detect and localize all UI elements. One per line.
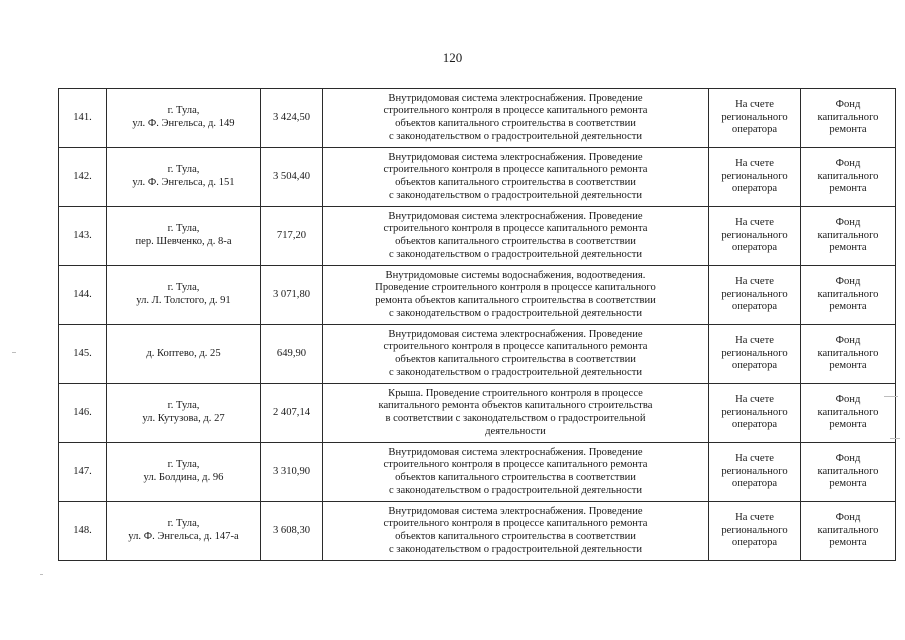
- account-cell: [709, 266, 801, 325]
- address-line: ул. Л. Толстого, д. 91: [136, 295, 231, 306]
- cost-cell: 3 310,90: [261, 443, 323, 502]
- funding-source-line: Фонд: [835, 394, 861, 406]
- address-cell: [107, 443, 261, 502]
- account-line: оператора: [731, 537, 778, 549]
- funding-source-line: Фонд: [835, 217, 861, 229]
- scan-mark: [890, 438, 900, 439]
- account-line: оператора: [731, 478, 778, 490]
- address-line: г. Тула,: [167, 400, 200, 412]
- address-line: ул. Ф. Энгельса, д. 151: [132, 177, 235, 188]
- work-description-line: Проведение строительного контроля в процессе капитального: [375, 282, 656, 294]
- funding-source-line: ремонта: [829, 301, 867, 313]
- funding-source-line: капитального: [817, 524, 879, 536]
- funding-source-line: Фонд: [835, 99, 861, 111]
- table-row: [59, 148, 896, 207]
- work-description-line: Внутридомовая система электроснабжения. Проведение: [388, 92, 643, 104]
- work-description-cell: [323, 502, 709, 561]
- address-line: г. Тула,: [167, 459, 200, 471]
- funding-source-line: ремонта: [829, 183, 867, 195]
- scan-mark: [884, 396, 898, 397]
- row-number-cell: 143.: [59, 207, 107, 266]
- funding-source-cell: [801, 89, 896, 148]
- address-line: ул. Ф. Энгельса, д. 149: [132, 118, 235, 129]
- address-line: г. Тула,: [167, 518, 200, 530]
- address-line: г. Тула,: [167, 223, 200, 235]
- row-number-cell: 144.: [59, 266, 107, 325]
- work-description-line: строительного контроля в процессе капитального ремонта: [383, 459, 648, 471]
- work-description-line: строительного контроля в процессе капитального ремонта: [383, 164, 648, 176]
- funding-source-cell: [801, 502, 896, 561]
- work-description-line: с законодательством о градостроительной деятельности: [388, 543, 643, 555]
- account-line: оператора: [731, 183, 778, 195]
- account-line: регионального: [721, 524, 788, 536]
- funding-source-line: ремонта: [829, 242, 867, 254]
- address-cell: [107, 502, 261, 561]
- work-description-line: Крыша. Проведение строительного контроля в процессе: [388, 387, 643, 399]
- work-description-line: строительного контроля в процессе капитального ремонта: [383, 105, 648, 117]
- account-line: На счете: [735, 276, 774, 288]
- account-line: оператора: [731, 360, 778, 372]
- works-table: [58, 88, 896, 561]
- work-description-line: Внутридомовая система электроснабжения. Проведение: [388, 446, 643, 458]
- account-line: регионального: [721, 347, 788, 359]
- address-line: пер. Шевченко, д. 8-а: [135, 236, 232, 247]
- work-description-line: деятельности: [485, 425, 546, 437]
- address-cell: [107, 89, 261, 148]
- table-row: [59, 207, 896, 266]
- work-description-line: объектов капитального строительства в соответствии: [395, 531, 636, 542]
- row-number-cell: 147.: [59, 443, 107, 502]
- table-row: [59, 266, 896, 325]
- account-line: На счете: [735, 217, 774, 229]
- work-description-line: Внутридомовая система электроснабжения. Проведение: [388, 210, 643, 222]
- funding-source-line: капитального: [817, 288, 879, 300]
- work-description-line: объектов капитального строительства в соответствии: [395, 354, 636, 365]
- work-description-cell: [323, 148, 709, 207]
- address-line: г. Тула,: [167, 282, 200, 294]
- account-line: На счете: [735, 453, 774, 465]
- table-row: [59, 384, 896, 443]
- funding-source-line: капитального: [817, 170, 879, 182]
- work-description-line: Внутридомовая система электроснабжения. Проведение: [388, 505, 643, 517]
- row-number-cell: 146.: [59, 384, 107, 443]
- cost-cell: 649,90: [261, 325, 323, 384]
- work-description-cell: [323, 207, 709, 266]
- funding-source-line: капитального: [817, 229, 879, 241]
- account-line: На счете: [735, 99, 774, 111]
- funding-source-line: капитального: [817, 465, 879, 477]
- account-cell: [709, 325, 801, 384]
- row-number-cell: 142.: [59, 148, 107, 207]
- page-number: 120: [442, 50, 463, 65]
- work-description-line: с законодательством о градостроительной деятельности: [388, 366, 643, 378]
- cost-cell: 3 071,80: [261, 266, 323, 325]
- account-cell: [709, 443, 801, 502]
- funding-source-line: ремонта: [829, 360, 867, 372]
- work-description-line: строительного контроля в процессе капитального ремонта: [383, 518, 648, 530]
- address-cell: [107, 266, 261, 325]
- funding-source-line: капитального: [817, 406, 879, 418]
- funding-source-line: ремонта: [829, 478, 867, 490]
- scan-mark: [40, 574, 43, 575]
- work-description-cell: [323, 266, 709, 325]
- account-line: На счете: [735, 335, 774, 347]
- account-line: регионального: [721, 465, 788, 477]
- work-description-line: Внутридомовая система электроснабжения. Проведение: [388, 151, 643, 163]
- work-description-line: строительного контроля в процессе капитального ремонта: [383, 223, 648, 235]
- works-table-body: [59, 89, 896, 561]
- funding-source-cell: [801, 266, 896, 325]
- row-number-cell: 145.: [59, 325, 107, 384]
- table-row: [59, 325, 896, 384]
- table-row: [59, 89, 896, 148]
- work-description-line: объектов капитального строительства в соответствии: [395, 236, 636, 247]
- account-line: оператора: [731, 301, 778, 313]
- table-row: [59, 502, 896, 561]
- account-line: регионального: [721, 288, 788, 300]
- account-line: На счете: [735, 512, 774, 524]
- scan-mark: [12, 352, 16, 353]
- cost-cell: 717,20: [261, 207, 323, 266]
- funding-source-line: Фонд: [835, 158, 861, 170]
- account-cell: [709, 148, 801, 207]
- funding-source-line: ремонта: [829, 124, 867, 136]
- work-description-line: объектов капитального строительства в соответствии: [395, 472, 636, 483]
- funding-source-cell: [801, 325, 896, 384]
- work-description-line: объектов капитального строительства в соответствии: [395, 177, 636, 188]
- table-row: [59, 443, 896, 502]
- account-line: регионального: [721, 406, 788, 418]
- cost-cell: 3 424,50: [261, 89, 323, 148]
- account-line: На счете: [735, 158, 774, 170]
- address-cell: [107, 207, 261, 266]
- work-description-line: с законодательством о градостроительной деятельности: [388, 248, 643, 260]
- account-cell: [709, 502, 801, 561]
- funding-source-cell: [801, 148, 896, 207]
- account-line: оператора: [731, 419, 778, 431]
- account-cell: [709, 207, 801, 266]
- account-cell: [709, 89, 801, 148]
- account-line: регионального: [721, 111, 788, 123]
- funding-source-line: Фонд: [835, 335, 861, 347]
- cost-cell: 3 504,40: [261, 148, 323, 207]
- work-description-line: в соответствии с законодательством о градостроительной: [385, 413, 646, 424]
- cost-cell: 2 407,14: [261, 384, 323, 443]
- account-line: регионального: [721, 229, 788, 241]
- address-line: г. Тула,: [167, 105, 200, 117]
- address-line: ул. Ф. Энгельса, д. 147-а: [128, 531, 239, 542]
- funding-source-line: Фонд: [835, 453, 861, 465]
- row-number-cell: 141.: [59, 89, 107, 148]
- work-description-line: с законодательством о градостроительной деятельности: [388, 484, 643, 496]
- funding-source-line: Фонд: [835, 512, 861, 524]
- funding-source-line: Фонд: [835, 276, 861, 288]
- account-line: регионального: [721, 170, 788, 182]
- work-description-line: капитального ремонта объектов капитального строительства: [378, 400, 653, 412]
- address-line: ул. Кутузова, д. 27: [142, 413, 225, 424]
- work-description-cell: [323, 384, 709, 443]
- work-description-cell: [323, 89, 709, 148]
- address-cell: [107, 325, 261, 384]
- funding-source-line: ремонта: [829, 537, 867, 549]
- work-description-line: строительного контроля в процессе капитального ремонта: [383, 341, 648, 353]
- work-description-line: с законодательством о градостроительной деятельности: [388, 189, 643, 201]
- row-number-cell: 148.: [59, 502, 107, 561]
- funding-source-cell: [801, 443, 896, 502]
- work-description-cell: [323, 443, 709, 502]
- funding-source-line: ремонта: [829, 419, 867, 431]
- work-description-line: Внутридомовые системы водоснабжения, водоотведения.: [385, 269, 646, 281]
- work-description-line: Внутридомовая система электроснабжения. Проведение: [388, 328, 643, 340]
- work-description-line: объектов капитального строительства в соответствии: [395, 118, 636, 129]
- account-line: оператора: [731, 124, 778, 136]
- address-line: ул. Болдина, д. 96: [143, 472, 224, 483]
- work-description-line: с законодательством о градостроительной деятельности: [388, 307, 643, 319]
- account-cell: [709, 384, 801, 443]
- funding-source-cell: [801, 384, 896, 443]
- funding-source-line: капитального: [817, 347, 879, 359]
- cost-cell: 3 608,30: [261, 502, 323, 561]
- account-line: оператора: [731, 242, 778, 254]
- work-description-line: с законодательством о градостроительной деятельности: [388, 130, 643, 142]
- account-line: На счете: [735, 394, 774, 406]
- address-cell: [107, 384, 261, 443]
- work-description-cell: [323, 325, 709, 384]
- address-line: д. Коптево, д. 25: [146, 347, 221, 359]
- funding-source-line: капитального: [817, 111, 879, 123]
- work-description-line: ремонта объектов капитального строительства в соответствии: [375, 295, 656, 306]
- address-cell: [107, 148, 261, 207]
- funding-source-cell: [801, 207, 896, 266]
- address-line: г. Тула,: [167, 164, 200, 176]
